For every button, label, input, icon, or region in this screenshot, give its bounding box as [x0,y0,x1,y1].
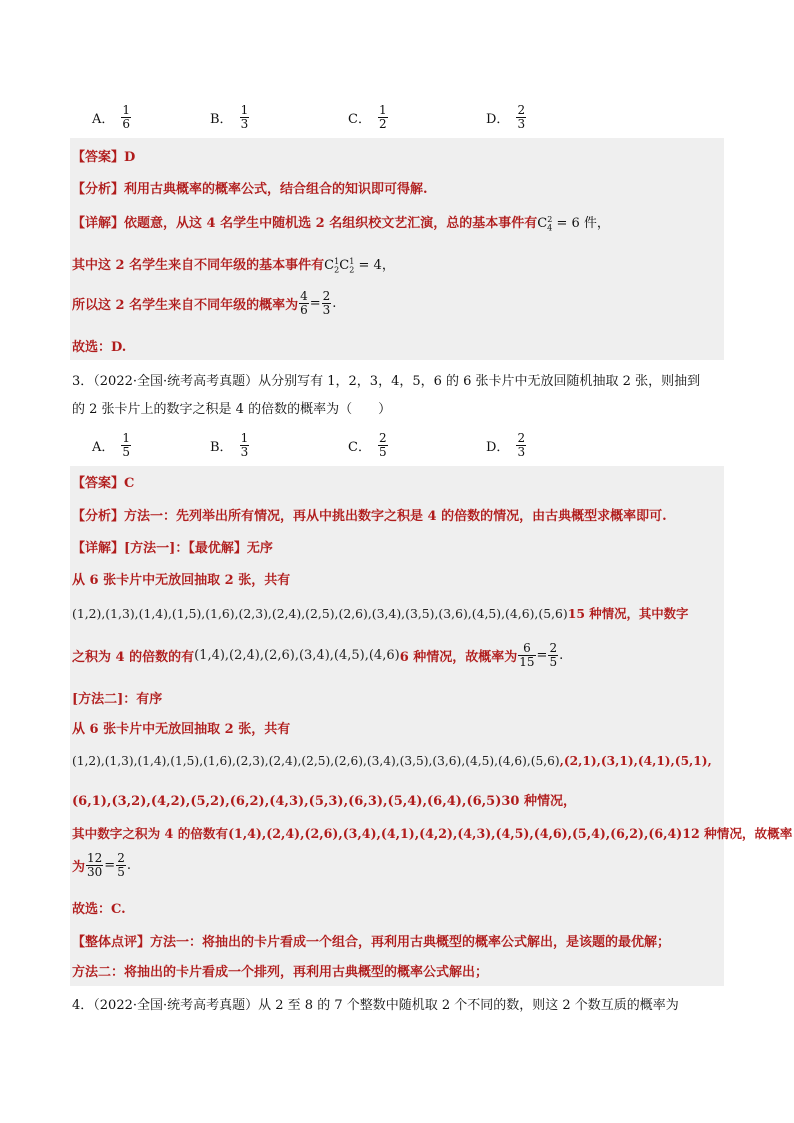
q2-solution-panel [70,138,724,360]
q2-option-d: D． $\frac{2}{3}$ [486,102,526,131]
q3-stem-line-1: 3．（2022·全国·统考高考真题）从分别写有 1，2，3，4，5，6 的 6 张卡片中无放回随机抽取 2 张，则抽到 [72,374,701,389]
q2-analysis: 【分析】利用古典概率的概率公式，结合组合的知识即可得解. [72,182,428,197]
q3-option-b: B． $\frac{1}{3}$ [210,430,249,459]
q3-m2-line-3: (6,1),(3,2),(4,2),(5,2),(6,2),(4,3),(5,3),(6,3),(5,4),(6,4),(6,5)30 种情况， [72,794,576,809]
q2-conclusion: 故选：D. [72,340,127,355]
q3-option-c: C． $\frac{2}{5}$ [348,430,387,459]
fraction: $\frac{1}{2}$ [378,102,387,131]
q2-detail-3: 所以这 2 名学生来自不同年级的概率为 $\frac{4}{6}$ = $\frac{2}{3}$ . [72,289,337,317]
q2-option-c: C． $\frac{1}{2}$ [348,102,387,131]
q3-option-a: A． $\frac{1}{5}$ [92,430,131,459]
fraction: $\frac{1}{3}$ [240,102,249,131]
q3-option-d: D． $\frac{2}{3}$ [486,430,526,459]
q3-answer: 【答案】C [72,476,135,491]
q2-answer: 【答案】D [72,150,136,165]
q2-option-a: A． $\frac{1}{6}$ [92,102,131,131]
q3-conclusion: 故选：C. [72,902,126,917]
q4-stem: 4．（2022·全国·统考高考真题）从 2 至 8 的 7 个整数中随机取 2 个不同的数，则这 2 个数互质的概率为 [72,998,679,1013]
q2-detail-1: 【详解】依题意，从这 4 名学生中随机选 2 名组织校文艺汇演，总的基本事件有$C_4^2 = 6$ 件， [72,214,610,233]
q3-m2-line-1: 从 6 张卡片中无放回抽取 2 张，共有 [72,722,291,737]
q3-m1-line-1: 从 6 张卡片中无放回抽取 2 张，共有 [72,573,291,588]
q3-review-1: 【整体点评】方法一：将抽出的卡片看成一个组合，再利用古典概型的概率公式解出，是该题的最优解； [72,935,671,950]
q2-detail-2: 其中这 2 名学生来自不同年级的基本事件有$C_2^1C_2^1 = 4$， [72,256,395,275]
q3-m1-line-3: 之积为 4 的倍数的有 (1,4),(2,4),(2,6),(3,4),(4,5),(4,6) 6 种情况，故概率为 $\frac{6}{15}$ = $\frac{2}{5}$ . [72,641,564,669]
fraction: $\frac{1}{6}$ [122,102,131,131]
q3-stem-line-2: 的 2 张卡片上的数字之积是 4 的倍数的概率为（ ） [72,402,392,417]
q3-m2-line-4: 其中数字之积为 4 的倍数有(1,4),(2,4),(2,6),(3,4),(4,1),(4,2),(4,3),(4,5),(4,6),(5,4),(6,2),(6,4)12 种情况，故概率 [72,826,793,841]
q3-m2-line-2: (1,2),(1,3),(1,4),(1,5),(1,6),(2,3),(2,4),(2,5),(2,6),(3,4),(3,5),(3,6),(4,5),(4,6),(5,6),(2,1),(3,1),(4,1),(5,1), [72,754,712,768]
q3-review-2: 方法二：将抽出的卡片看成一个排列，再利用古典概型的概率公式解出； [72,965,489,980]
q2-option-b: B． $\frac{1}{3}$ [210,102,249,131]
q3-detail-head: 【详解】[方法一]：【最优解】无序 [72,541,273,556]
q3-m1-line-2: (1,2),(1,3),(1,4),(1,5),(1,6),(2,3),(2,4),(2,5),(2,6),(3,4),(3,5),(3,6),(4,5),(4,6),(5,6)15 种情况，其中数字 [72,606,689,621]
q3-m2-head: [方法二]：有序 [72,692,163,707]
q3-analysis: 【分析】方法一：先列举出所有情况，再从中挑出数字之积是 4 的倍数的情况，由古典概型求概率即可. [72,509,667,524]
q3-m2-line-5: 为 $\frac{12}{30}$ = $\frac{2}{5}$ . [72,851,131,879]
fraction: $\frac{2}{3}$ [517,102,526,131]
